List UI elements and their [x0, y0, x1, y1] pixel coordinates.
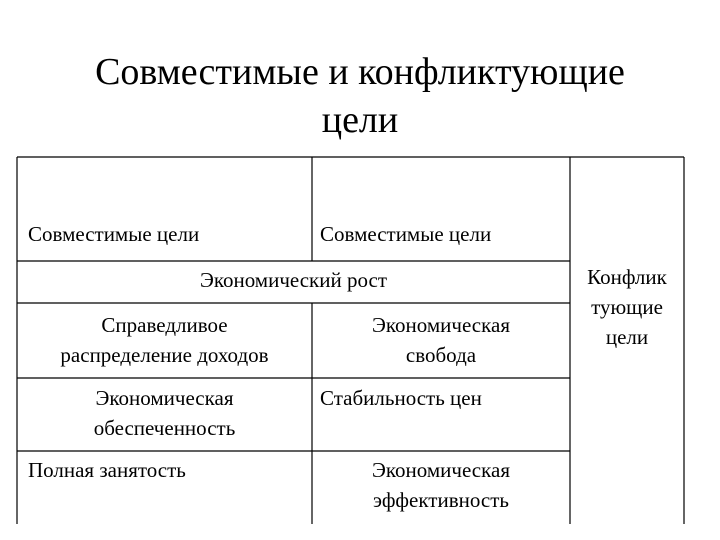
conflicting-goals-line-3: цели	[605, 325, 649, 349]
cell-economic-freedom	[312, 310, 570, 370]
slide-title-line-2: цели	[321, 99, 399, 141]
cell-fair-income-distribution	[17, 310, 312, 370]
economic-growth-text: Экономический рост	[199, 268, 388, 292]
cell-full-employment	[28, 455, 308, 485]
cell-economic-efficiency-line-1: Экономическая	[372, 458, 510, 482]
cell-economic-efficiency	[312, 455, 570, 515]
header-compatible-left-text: Совместимые цели	[28, 222, 200, 246]
header-compatible-middle-text: Совместимые цели	[320, 222, 492, 246]
cell-economic-security-line-2: обеспеченность	[93, 416, 236, 440]
conflicting-goals-cell	[570, 262, 684, 352]
cell-full-employment-text: Полная занятость	[28, 458, 186, 482]
economic-growth-cell	[17, 265, 570, 295]
conflicting-goals-line-1: Конфлик	[587, 265, 667, 289]
cell-economic-security	[17, 383, 312, 443]
cell-fair-income-line-2: распределение доходов	[60, 343, 269, 367]
header-compatible-left	[28, 219, 308, 249]
header-compatible-middle	[320, 219, 565, 249]
slide-title-line-1: Совместимые и конфликтующие	[95, 51, 625, 93]
cell-economic-efficiency-line-2: эффективность	[373, 488, 509, 512]
cell-price-stability-text: Стабильность цен	[320, 386, 482, 410]
conflicting-goals-line-2: тующие	[591, 295, 663, 319]
cell-economic-security-line-1: Экономическая	[95, 386, 234, 410]
cell-fair-income-line-1: Справедливое	[101, 313, 228, 337]
cell-economic-freedom-line-2: свобода	[405, 343, 477, 367]
cell-price-stability	[320, 383, 565, 413]
cell-economic-freedom-line-1: Экономическая	[372, 313, 510, 337]
